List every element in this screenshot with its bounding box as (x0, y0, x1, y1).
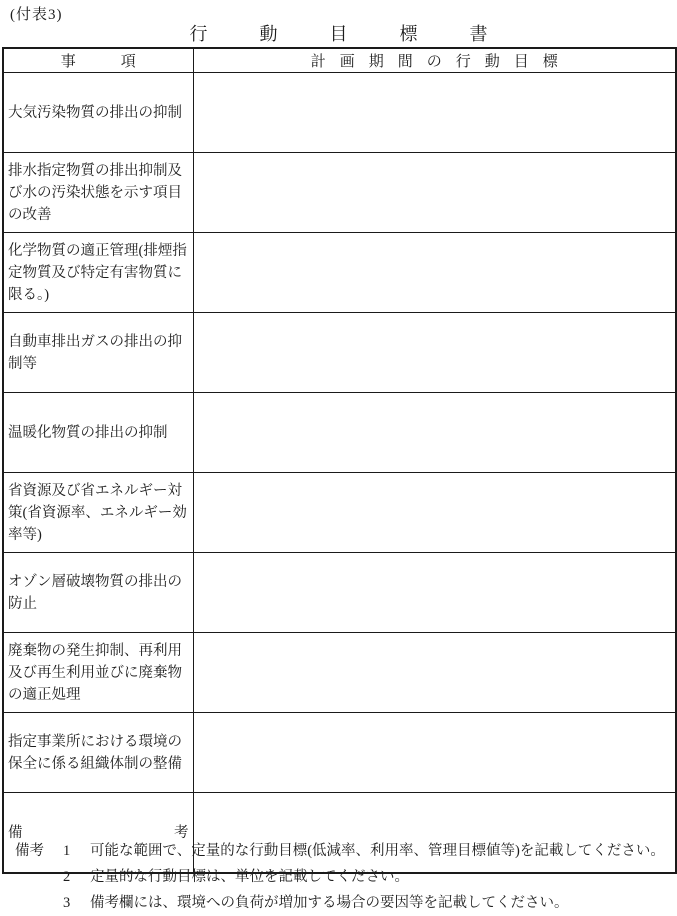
footnote-number: 3 (63, 895, 71, 911)
table-row (3, 713, 676, 793)
goal-cell-air-pollution (193, 73, 676, 153)
goal-cell-organization (193, 713, 676, 793)
remarks-label-left: 備 (8, 824, 23, 841)
table-row (3, 553, 676, 633)
footnote-number: 1 (63, 843, 71, 859)
row-label-ozone-layer: オゾン層破壊物質の排出の防止 (3, 553, 193, 633)
row-label-vehicle-exhaust: 自動車排出ガスの排出の抑制等 (3, 313, 193, 393)
goal-cell-energy-saving (193, 473, 676, 553)
remarks-label-right: 考 (174, 824, 189, 841)
page-title: 行動目標書 (189, 24, 540, 44)
goal-cell-vehicle-exhaust (193, 313, 676, 393)
table-row (3, 153, 676, 233)
goal-cell-chemicals (193, 233, 676, 313)
row-label-wastewater: 排水指定物質の排出抑制及び水の汚染状態を示す項目の改善 (3, 153, 193, 233)
footnotes (15, 838, 675, 916)
row-label-air-pollution: 大気汚染物質の排出の抑制 (3, 73, 193, 153)
table-row (3, 233, 676, 313)
column-header-item: 事 項 (3, 48, 193, 73)
table-row (3, 633, 676, 713)
goal-cell-greenhouse-gas (193, 393, 676, 473)
row-label-chemicals: 化学物質の適正管理(排煙指定物質及び特定有害物質に限る。) (3, 233, 193, 313)
footnote-text: 可能な範囲で、定量的な行動目標(低減率、利用率、管理目標値等)を記載してください。 (90, 843, 665, 859)
footnote-text: 定量的な行動目標は、単位を記載してください。 (90, 869, 409, 885)
footnote-label: 備考 (15, 843, 44, 859)
footnote-3 (15, 890, 675, 916)
footnote-2 (15, 864, 675, 890)
appendix-tag: (付表3) (10, 7, 63, 23)
footnote-1 (15, 838, 675, 864)
footnote-text: 備考欄には、環境への負荷が増加する場合の要因等を記載してください。 (90, 895, 569, 911)
table-row (3, 393, 676, 473)
column-header-goal: 計画期間の行動目標 (193, 48, 676, 73)
row-label-greenhouse-gas: 温暖化物質の排出の抑制 (3, 393, 193, 473)
table-row (3, 313, 676, 393)
goal-cell-wastewater (193, 153, 676, 233)
table-header-row (3, 48, 676, 73)
row-label-organization: 指定事業所における環境の保全に係る組織体制の整備 (3, 713, 193, 793)
goal-cell-ozone-layer (193, 553, 676, 633)
table-row (3, 73, 676, 153)
action-goals-table (2, 47, 677, 874)
table-row (3, 473, 676, 553)
footnote-number: 2 (63, 869, 71, 885)
row-label-energy-saving: 省資源及び省エネルギー対策(省資源率、エネルギー効率等) (3, 473, 193, 553)
goal-cell-waste (193, 633, 676, 713)
row-label-waste: 廃棄物の発生抑制、再利用及び再生利用並びに廃棄物の適正処理 (3, 633, 193, 713)
